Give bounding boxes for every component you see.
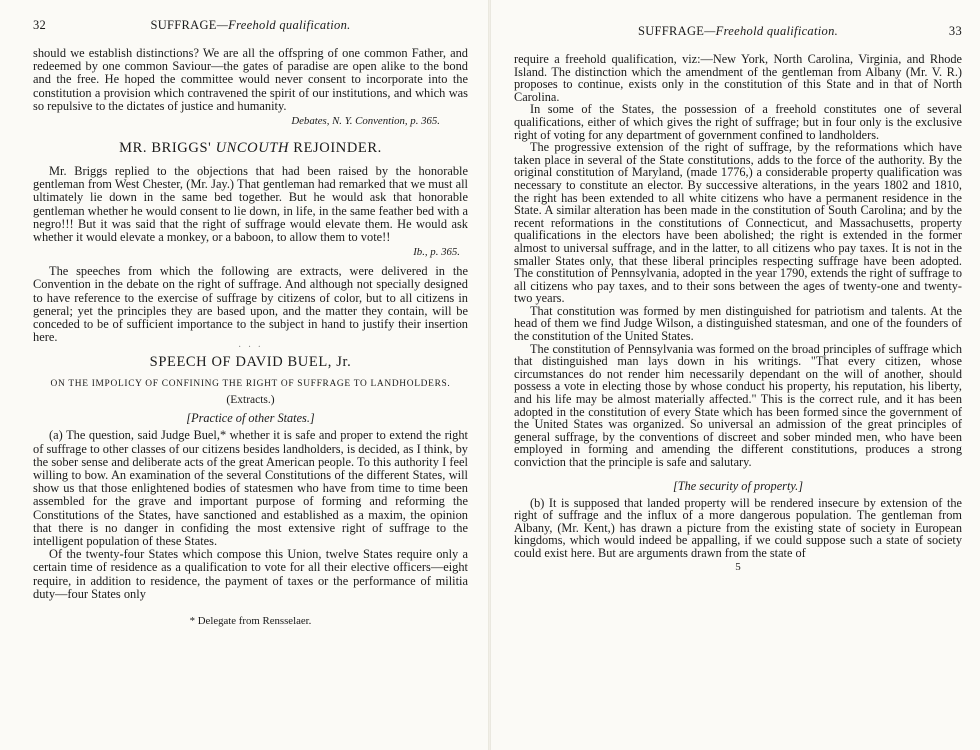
right-page <box>490 0 980 750</box>
signature-mark: 5 <box>735 560 741 573</box>
right-running-title: SUFFRAGE—Freehold qualification. <box>637 24 839 38</box>
speeches-paragraph: The speeches from which the following are extracts, were delivered in the Convention in the debate on the right of suffrage. And although not specially designed to have reference to the exercise of suffrage by citizens of color, but to all citizens in general; yet the principles they are based upon, and the matter they contain, will be conceded to be of sufficient importance to the subject in hand to justify their insertion here. <box>33 264 468 345</box>
separator-dots: · · · <box>238 342 263 354</box>
right-page-number: 33 <box>948 24 962 38</box>
progressive-extension-paragraph: The progressive extension of the right of suffrage, by the reformations which have taken place in several of the State constitutions, adds to the force of the authority. By the original constitution of Maryland, (made 1776,) a considerable property qualification was necessary to constitute an elector. By successive alterations, in the years 1802 and 1810, the right has been extended to all white citizens who have a permanent residence in the State. A similar alteration has been made in the constitution of South Carolina; and by the recent reformations in the constitutions of Connecticut, and Massachusetts, property qualifications in the electors have been abolished; the right is extended in the former almost to universal suffrage, and in the latter, to all citizens who pay taxes. It is not in the smaller States only, that these liberal principles respecting suffrage have been adopted. The constitution of Pennsylvania, adopted in the year 1790, extends the right of suffrage to all citizens who pay taxes, and to their sons between the ages of twenty-one and twenty-two years. <box>514 140 962 306</box>
right-running-head <box>514 24 962 39</box>
left-running-head <box>33 18 468 33</box>
require-freehold-paragraph: require a freehold qualification, viz:—New York, North Carolina, Virginia, and Rhode Island. The distinction which the amendment of the gentleman from Albany (Mr. V. R.) proposes to continue, exists only in the constitution of this State and in that of North Carolina. <box>514 52 962 104</box>
briggs-paragraph: Mr. Briggs replied to the objections that had been raised by the honorable gentleman from West Chester, (Mr. Jay.) That gentleman had remarked that we must all ultimately lie down in the same bed together. But he would ask that honorable gentleman whether he would consent to lie down, in life, in the same feather bed with a negro!!! But it was said that the right of suffrage would elevate them. He would ask whether it would elevate a monkey, or a baboon, to allow them to vote!! <box>33 164 468 245</box>
left-intro-paragraph: should we establish distinctions? We are all the offspring of one common Father, and redeemed by one common Saviour—the gates of paradise are open alike to the bond and the free. He hoped the committee would never consent to incorporate into the constitution a provision which contravened the spirit of our institutions, and which was so repulsive to the dictates of justice and humanity. <box>33 46 468 113</box>
citation-ib: Ib., p. 365. <box>413 246 460 259</box>
paragraph-a: (a) The question, said Judge Buel,* whether it is safe and proper to extend the right of suffrage to other classes of our citizens besides landholders, is decided, as I think, by the sober sense and deliberate acts of the great American people. To this authority I feel willing to bow. An examination of the several Constitutions of the different States, will show us that those enlightened bodies of statesmen who have from time to time been assembled for the grave and important purpose of forming and reforming the Constitutions of the States, have sanctioned and established as a maxim, the opinion that there is no danger in confiding the most extensive right of suffrage to the intelligent population of these States. <box>33 428 468 549</box>
pennsylvania-paragraph: The constitution of Pennsylvania was formed on the broad principles of suffrage which that distinguished man lays down in his writings. "That every citizen, whose circumstances do not render him necessarily dependant on the will of another, should possess a vote in electing those by whose conduct his property, his reputation, his liberty, and his life may be almost materially affected." This is the correct rule, and it has been adopted in the constitution of every State which has been formed since the government of the United States was organized. So universal an admission of the great principles of general suffrage, by the conventions of discreet and sober minded men, who have been employed in forming and amending the different constitutions, produces a strong conviction that the principle is safe and salutary. <box>514 341 962 469</box>
practice-other-states-label: [Practice of other States.] <box>186 411 315 426</box>
footnote-rensselaer: * Delegate from Rensselaer. <box>189 615 312 628</box>
citation-debates: Debates, N. Y. Convention, p. 365. <box>291 115 440 128</box>
paragraph-b: (b) It is supposed that landed property will be rendered insecure by extension of the right of suffrage and the influx of a more dangerous population. The gentleman from Albany, (Mr. Kent,) has drawn a picture from the existing state of society in European kingdoms, which would indeed be appalling, if we could suppose such a state of society could exist here. But are arguments drawn from the state of <box>514 495 962 560</box>
left-running-title: SUFFRAGE—Freehold qualification. <box>150 18 351 32</box>
heading-briggs-rejoinder: MR. BRIGGS' UNCOUTH REJOINDER. <box>119 140 382 157</box>
subheading-impolicy: ON THE IMPOLICY OF CONFINING THE RIGHT OF SUFFRAGE TO LANDHOLDERS. <box>50 379 451 390</box>
security-of-property-label: [The security of property.] <box>672 478 804 493</box>
twenty-four-states-paragraph: Of the twenty-four States which compose this Union, twelve States require only a certain time of residence as a qualification to vote for all their elective officers—eight require, in addition to residence, the payment of taxes or the performance of militia duty—four States only <box>33 547 468 601</box>
constitution-formed-paragraph: That constitution was formed by men distinguished for patriotism and talents. At the head of them we find Judge Wilson, a distinguished statesman, and one of the founders of the constitution of the United States. <box>514 303 962 344</box>
left-page-number: 32 <box>33 18 47 32</box>
heading-buel-speech: SPEECH OF DAVID BUEL, Jr. <box>149 354 352 371</box>
some-states-paragraph: In some of the States, the possession of a freehold constitutes one of several qualifications, either of which gives the right of suffrage; but in four only is the exclusive right of voting for any department of government confined to landholders. <box>514 102 962 142</box>
extracts-label: (Extracts.) <box>226 394 275 407</box>
